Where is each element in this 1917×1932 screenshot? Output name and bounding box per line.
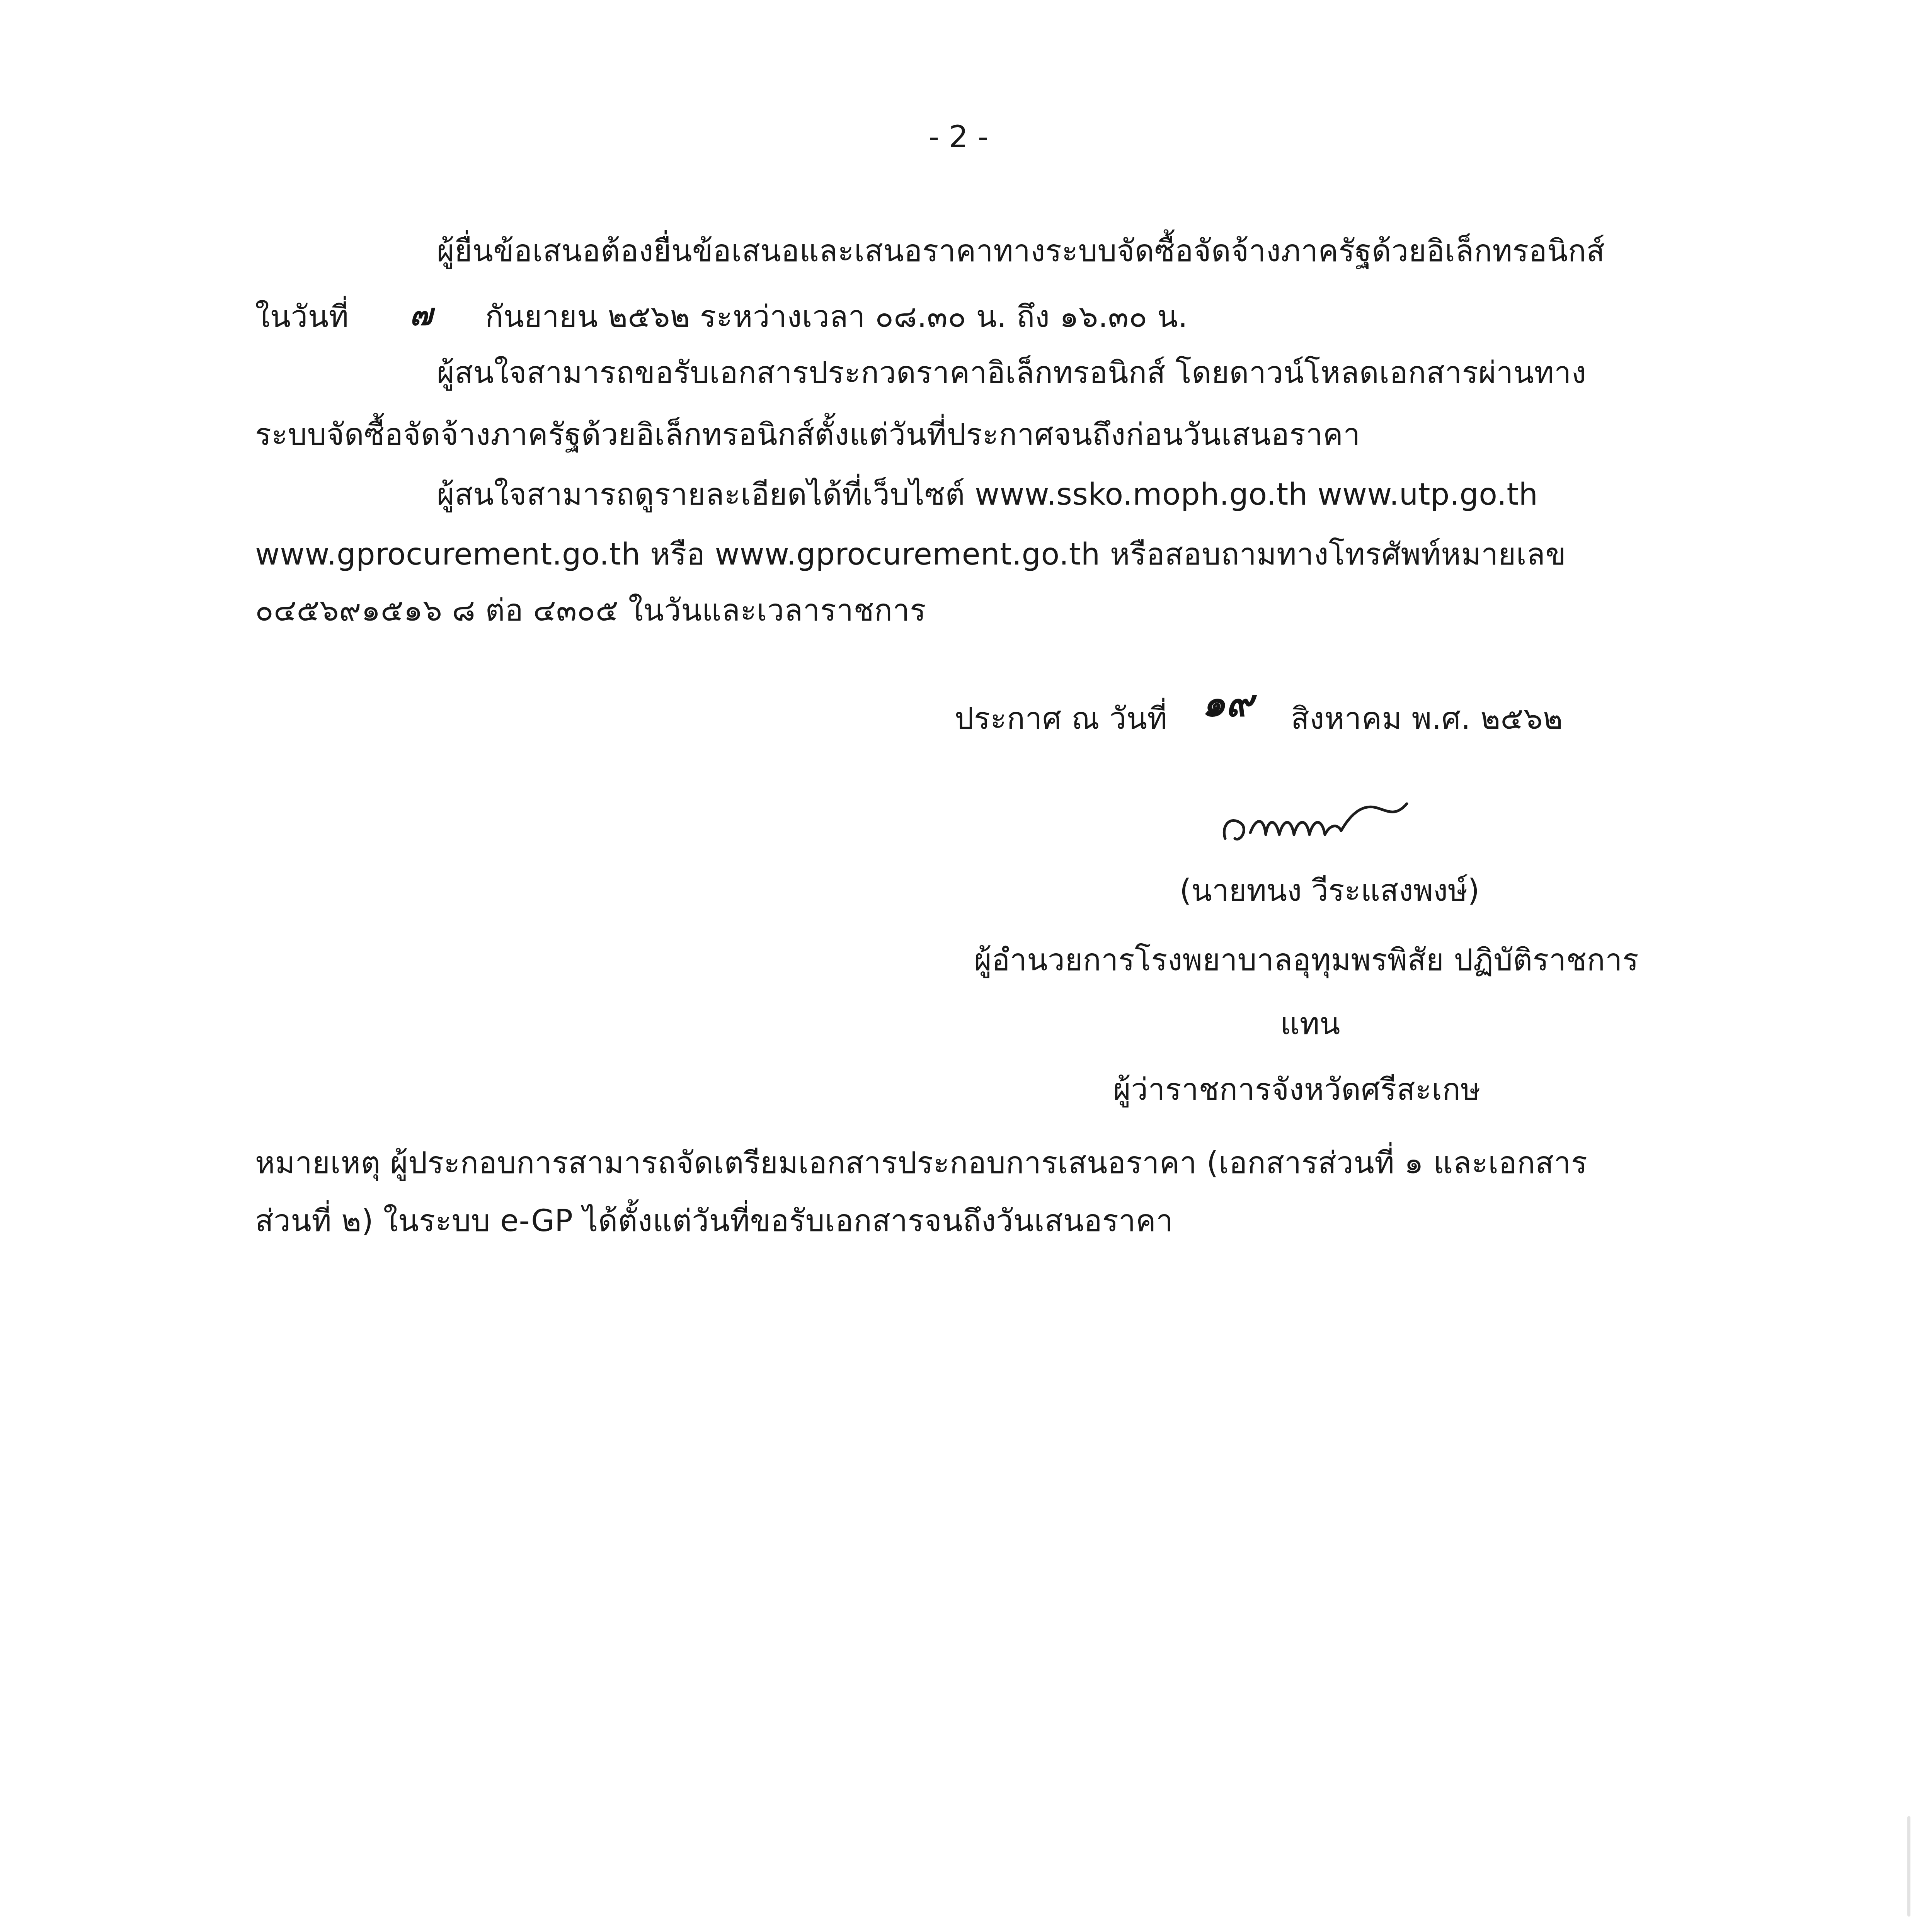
paragraph-website-line-2: www.gprocurement.go.th หรือ www.gprocurement.go.th หรือสอบถามทางโทรศัพท์หมายเลข (255, 537, 1566, 572)
paragraph-download-line-1: ผู้สนใจสามารถขอรับเอกสารประกวดราคาอิเล็กทรอนิกส์ โดยดาวน์โหลดเอกสารผ่านทาง (437, 355, 1587, 390)
signature-image (1214, 781, 1430, 858)
announcement-day-handwritten: ๑๙ (1202, 681, 1253, 725)
paragraph-submission-date-rest: กันยายน ๒๕๖๒ ระหว่างเวลา ๐๘.๓๐ น. ถึง ๑๖.๓๐ น. (485, 299, 1188, 334)
page-number: - 2 - (928, 120, 989, 155)
signatory-on-behalf: แทน (1280, 1007, 1340, 1041)
note-line-1: หมายเหตุ ผู้ประกอบการสามารถจัดเตรียมเอกสารประกอบการเสนอราคา (เอกสารส่วนที่ ๑ และเอกสาร (255, 1146, 1588, 1180)
note-line-2: ส่วนที่ ๒) ในระบบ e-GP ได้ตั้งแต่วันที่ขอรับเอกสารจนถึงวันเสนอราคา (255, 1204, 1173, 1238)
signatory-position: ผู้อำนวยการโรงพยาบาลอุทุมพรพิสัย ปฏิบัติราชการ (974, 943, 1639, 978)
submission-day-handwritten: ๗ (410, 297, 433, 332)
paragraph-website-line-1: ผู้สนใจสามารถดูรายละเอียดได้ที่เว็บไซต์ www.ssko.moph.go.th www.utp.go.th (437, 477, 1538, 512)
paragraph-submission-line-1: ผู้ยื่นข้อเสนอต้องยื่นข้อเสนอและเสนอราคาทางระบบจัดซื้อจัดจ้างภาครัฐด้วยอิเล็กทรอนิกส์ (437, 234, 1605, 269)
announcement-date-prefix: ประกาศ ณ วันที่ (955, 701, 1168, 736)
paragraph-submission-date-label: ในวันที่ (255, 299, 349, 334)
paragraph-website-line-3: ๐๔๕๖๙๑๕๑๖ ๘ ต่อ ๔๓๐๕ ในวันและเวลาราชการ (255, 593, 926, 628)
announcement-date-rest: สิงหาคม พ.ศ. ๒๕๖๒ (1291, 701, 1563, 736)
paragraph-download-line-2: ระบบจัดซื้อจัดจ้างภาครัฐด้วยอิเล็กทรอนิกส์ตั้งแต่วันที่ประกาศจนถึงก่อนวันเสนอราคา (255, 417, 1360, 452)
signatory-name: (นายทนง วีระแสงพงษ์) (1180, 873, 1479, 908)
signatory-governor-title: ผู้ว่าราชการจังหวัดศรีสะเกษ (1113, 1072, 1481, 1107)
scan-edge-shadow (1907, 1816, 1910, 1917)
